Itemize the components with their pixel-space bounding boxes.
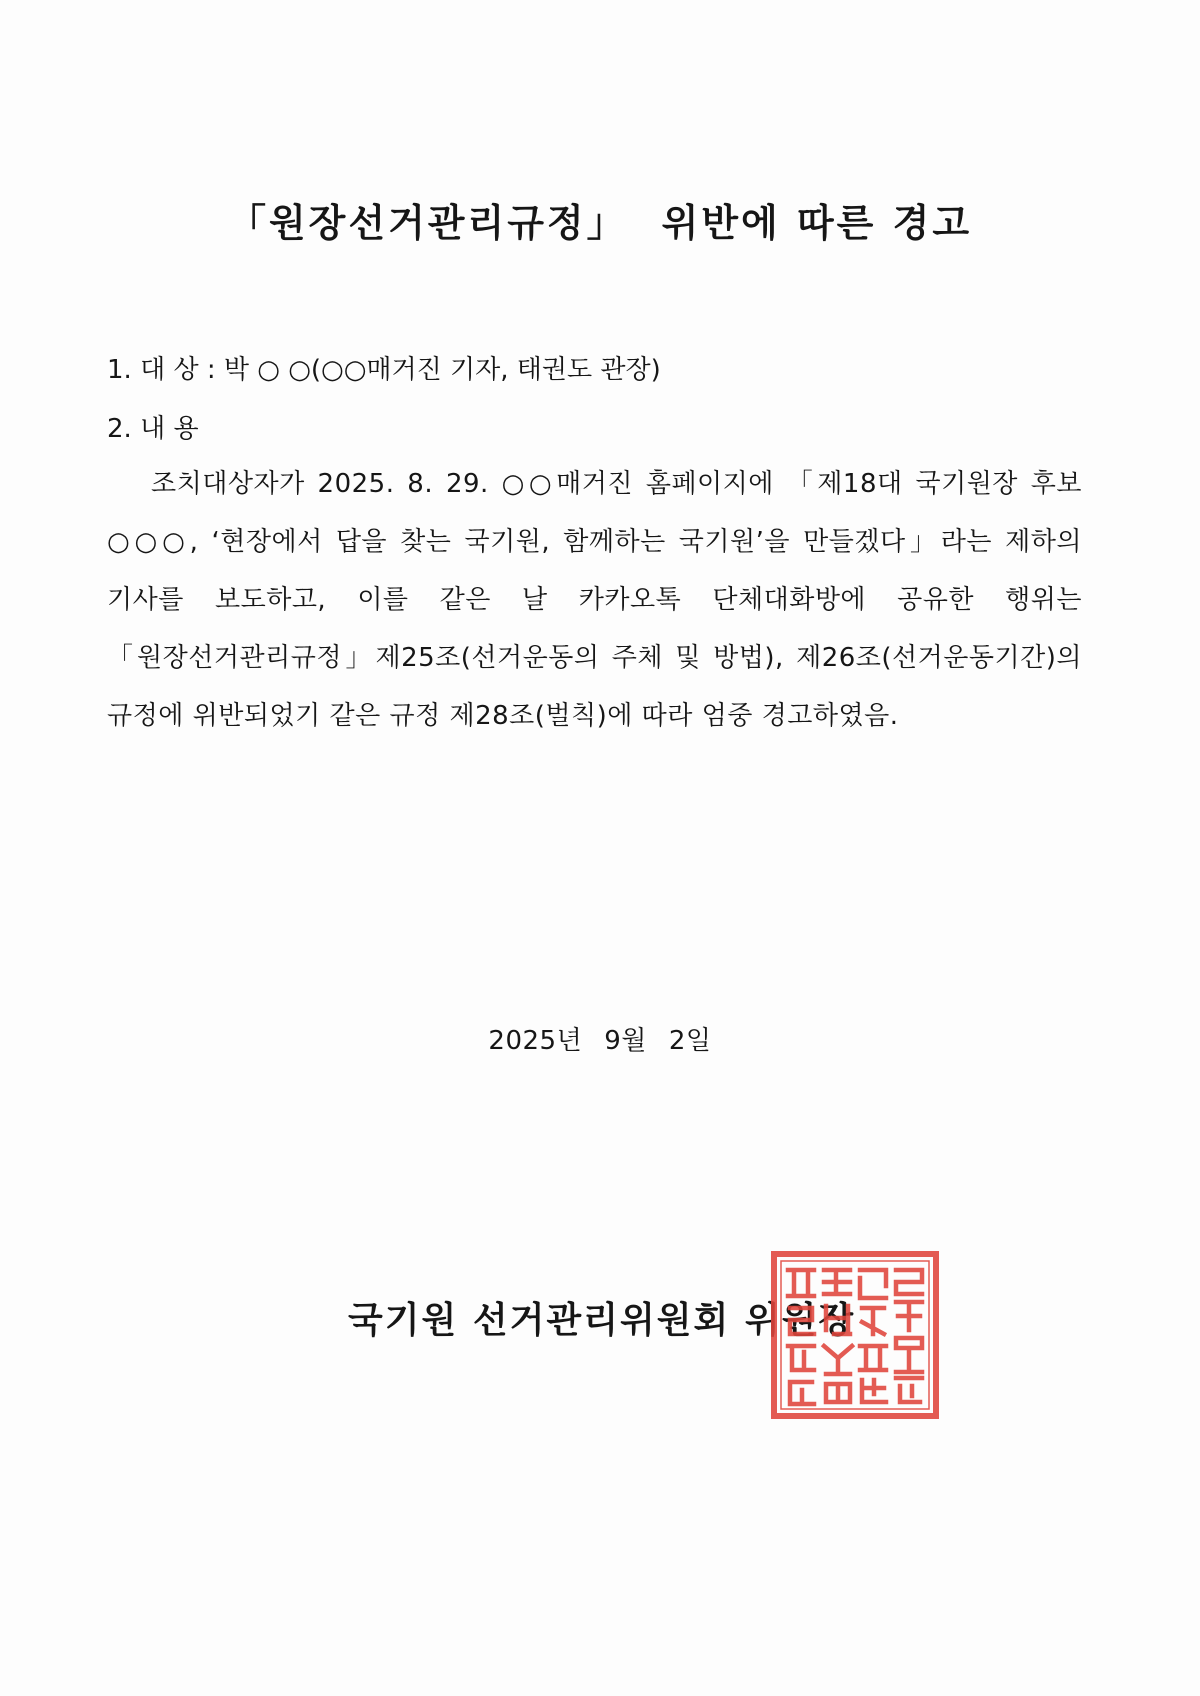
- item-target: [107, 349, 661, 386]
- title-subject: 위반에 따른 경고: [661, 201, 973, 245]
- date-day: 2일: [668, 1026, 712, 1056]
- item-target-label: 1. 대 상 :: [107, 355, 216, 385]
- item-target-value: 박 ○ ○(○○매거진 기자, 태권도 관장): [223, 355, 661, 385]
- issuer-signature: 국기원 선거관리위원회 위원장: [348, 1300, 856, 1341]
- date-year: 2025년: [488, 1026, 583, 1056]
- issue-date: [0, 1020, 1200, 1057]
- title-regulation-name: 「원장선거관리규정」: [227, 201, 628, 245]
- date-month: 9월: [604, 1026, 647, 1056]
- document-title: [0, 192, 1200, 247]
- item-content-label: 2. 내 용: [107, 414, 199, 444]
- official-seal-icon: [770, 1250, 940, 1420]
- body-paragraph: 조치대상자가 2025. 8. 29. ○○매거진 홈페이지에 「제18대 국기원장 후보 ○○○, ‘현장에서 답을 찾는 국기원, 함께하는 국기원’을 만들겠다」라는 제하의 기사를 보도하고, 이를 같은 날 카카오톡 단체대화방에 공유한 행위는 「원장선거관리규정」제25조(선거운동의 주체 및 방법), 제26조(선거운동기간)의 규정에 위반되었기 같은 규정 제28조(벌칙)에 따라 엄중 경고하였음.: [107, 469, 1082, 731]
- item-content: [107, 408, 199, 445]
